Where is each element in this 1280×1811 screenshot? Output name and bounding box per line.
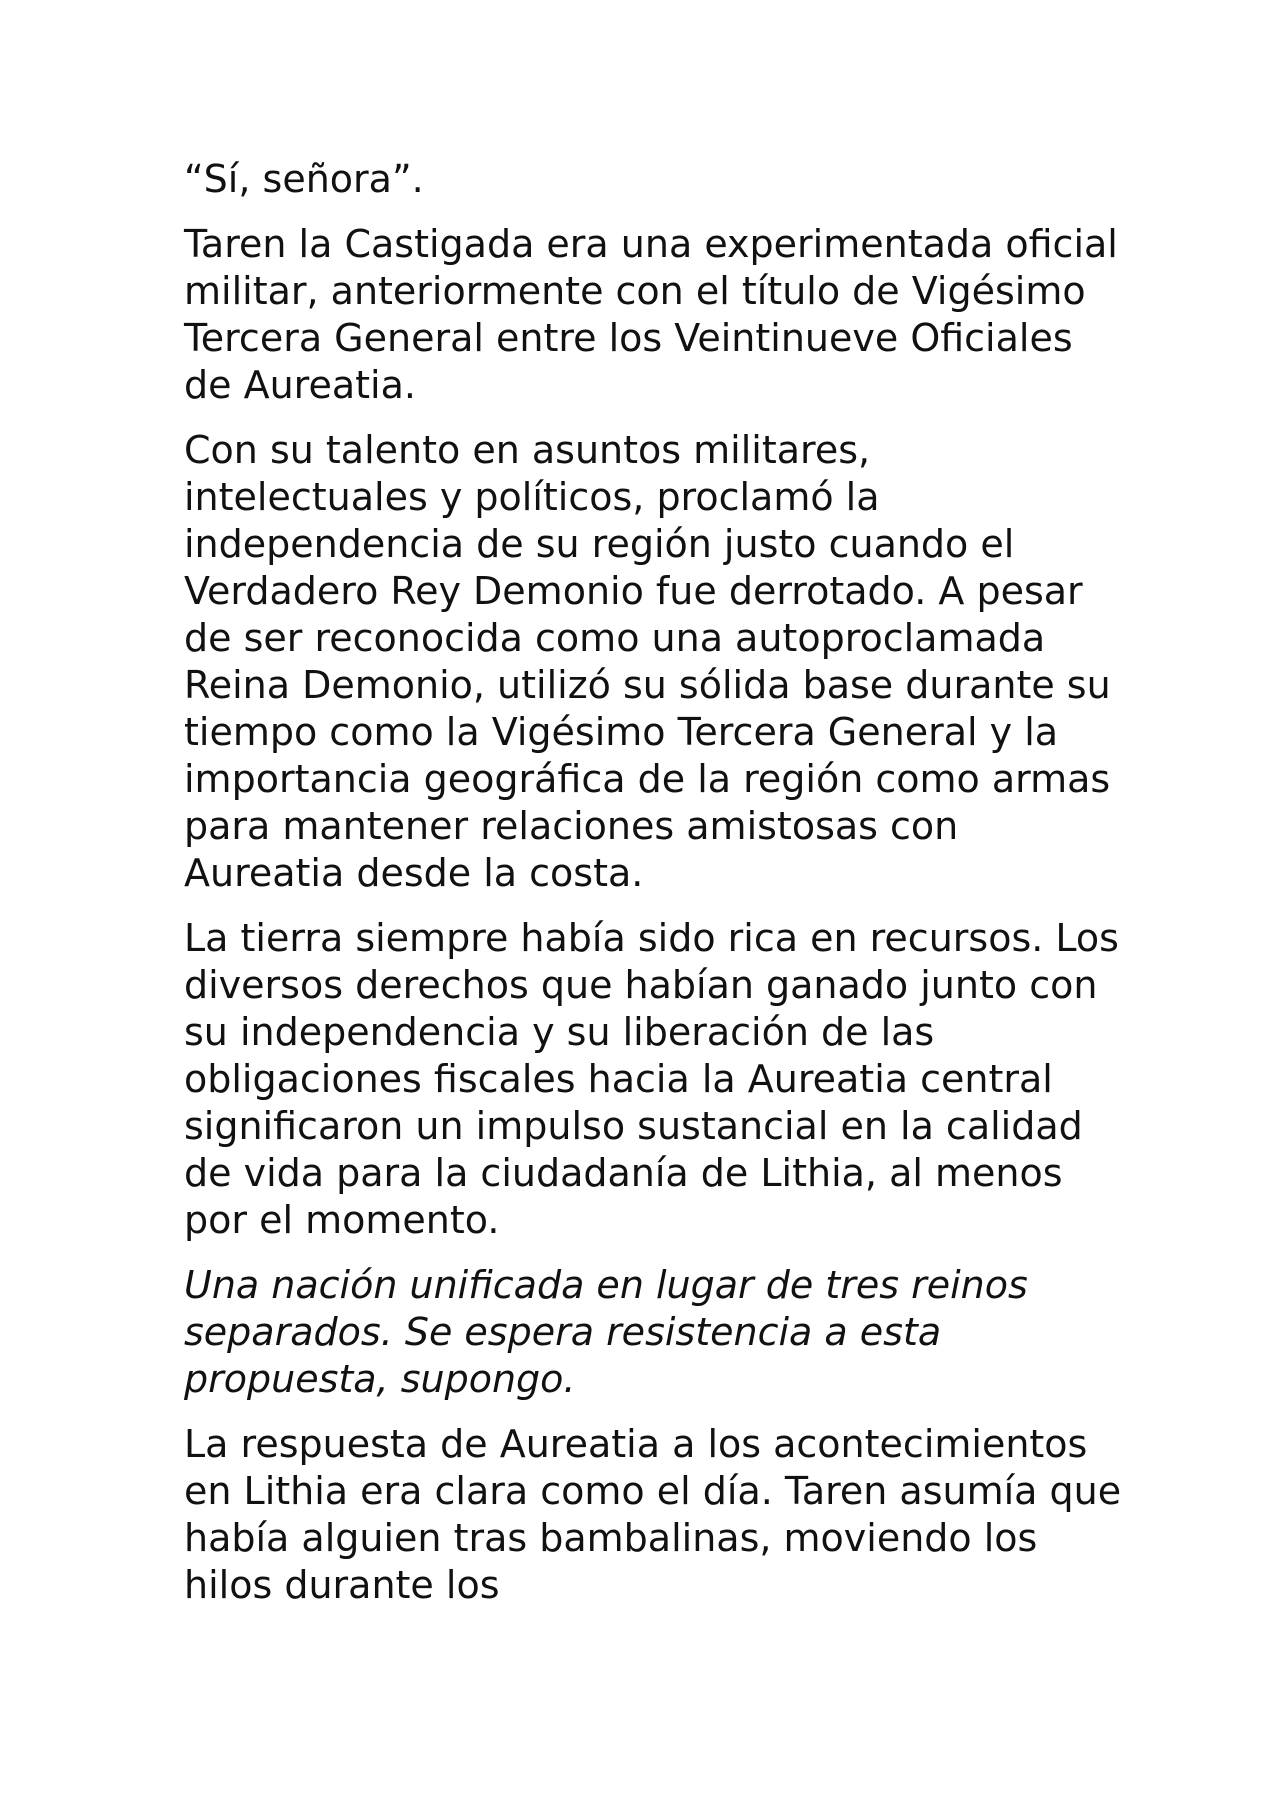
paragraph-inner-thought: Una nación unificada en lugar de tres reinos separados. Se espera resistencia a esta propuesta, supongo. xyxy=(184,1263,1028,1401)
paragraph-resources: La tierra siempre había sido rica en recursos. Los diversos derechos que habían ganado junto con su independencia y su liberación de las obligaciones fiscales hacia la Aureatia central significaron un impulso sustancial en la calidad de vida para la ciudadanía de Lithia, al menos por el momento. xyxy=(184,916,1119,1242)
paragraph-aureatia-response: La respuesta de Aureatia a los acontecimientos en Lithia era clara como el día. Taren asumía que había alguien tras bambalinas, moviendo los hilos durante los xyxy=(184,1422,1122,1607)
paragraph-taren-intro: Taren la Castigada era una experimentada oficial militar, anteriormente con el título de Vigésimo Tercera General entre los Veintinueve Oficiales de Aureatia. xyxy=(184,222,1118,407)
body-text xyxy=(184,156,1124,1627)
paragraph-dialogue: “Sí, señora”. xyxy=(184,157,424,201)
paragraph-independence: Con su talento en asuntos militares, intelectuales y políticos, proclamó la independencia de su región justo cuando el Verdadero Rey Demonio fue derrotado. A pesar de ser reconocida como una autoproclamada Reina Demonio, utilizó su sólida base durante su tiempo como la Vigésimo Tercera General y la importancia geográfica de la región como armas para mantener relaciones amistosas con Aureatia desde la costa. xyxy=(184,428,1111,895)
